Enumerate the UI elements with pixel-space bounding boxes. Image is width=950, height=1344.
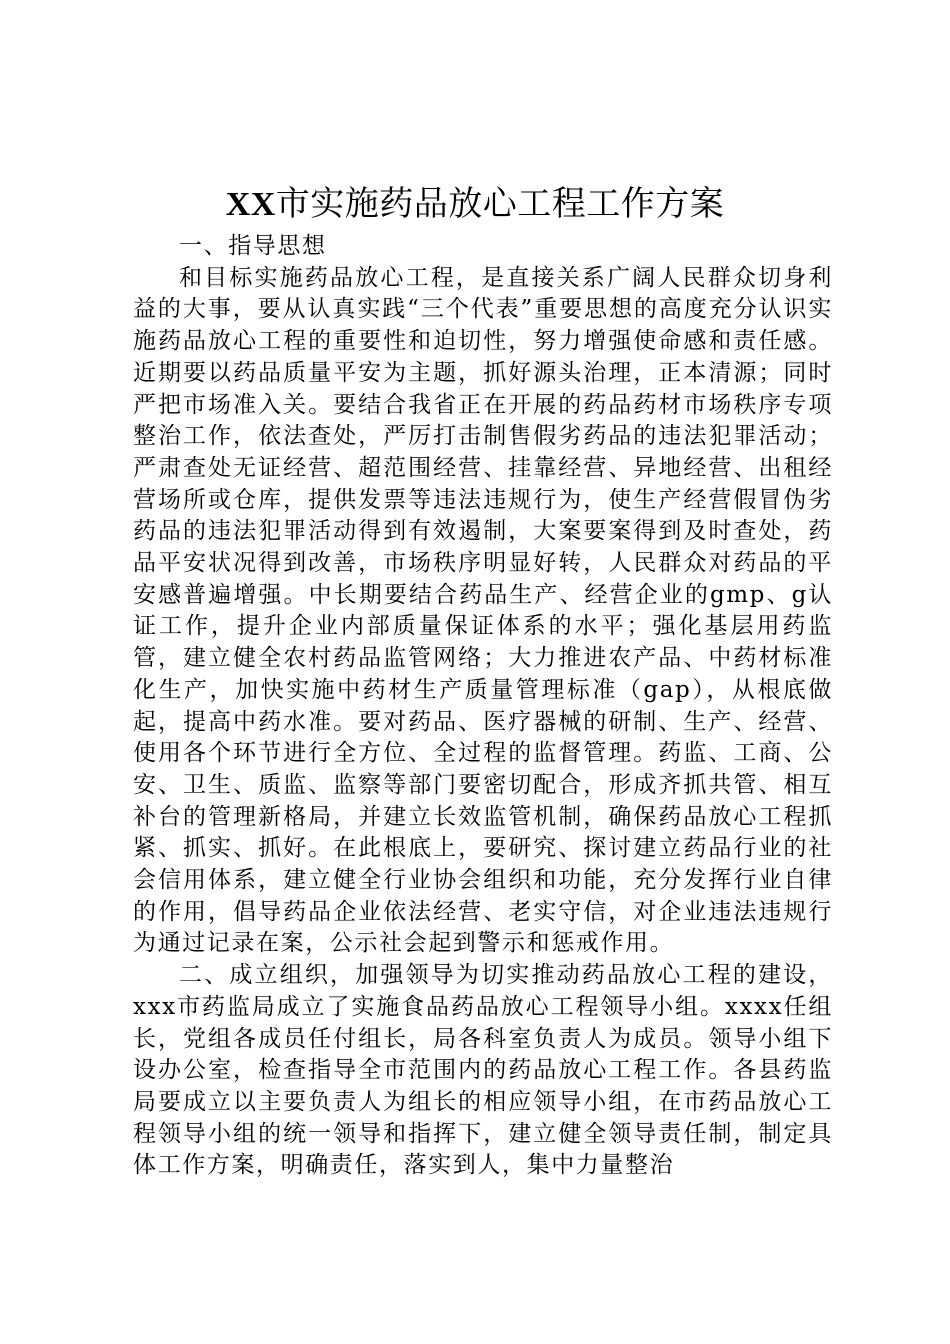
paragraph-goals: 和目标实施药品放心工程，是直接关系广阔人民群众切身利益的大事，要从认真实践“三个代表”重要思想的高度充分认识实施药品放心工程的重要性和迫切性，努力增强使命感和责任感。近期要以药品质量平安为主题，抓好源头治理，正本清源；同时严把市场准入关。要结合我省正在开展的药品药材市场秩序专项整治工作，依法查处，严厉打击制售假劣药品的违法犯罪活动；严肃查处无证经营、超范围经营、挂靠经营、异地经营、出租经营场所或仓库，提供发票等违法违规行为，使生产经营假冒伪劣药品的违法犯罪活动得到有效遏制，大案要案得到及时查处，药品平安状况得到改善，市场秩序明显好转，人民群众对药品的平安感普遍增强。中长期要结合药品生产、经营企业的gmp、g认证工作，提升企业内部质量保证体系的水平；强化基层用药监管，建立健全农村药品监管网络；大力推进农产品、中药材标准化生产，加快实施中药材生产质量管理标准（gap），从根底做起，提高中药水准。要对药品、医疗器械的研制、生产、经营、使用各个环节进行全方位、全过程的监督管理。药监、工商、公安、卫生、质监、监察等部门要密切配合，形成齐抓共管、相互补台的管理新格局，并建立长效监管机制，确保药品放心工程抓紧、抓实、抓好。在此根底上，要研究、探讨建立药品行业的社会信用体系，建立健全行业协会组织和功能，充分发挥行业自律的作用，倡导药品企业依法经营、老实守信，对企业违法违规行为通过记录在案，公示社会起到警示和惩戒作用。	[133, 264, 833, 957]
document-body	[133, 231, 833, 1182]
document-title-prefix: XX	[225, 186, 276, 223]
document-title-text: 市实施药品放心工程工作方案	[275, 184, 725, 224]
section-heading-guiding-ideology: 一、指导思想	[179, 233, 327, 259]
document-title	[0, 178, 950, 231]
paragraph-organization: 二、成立组织，加强领导为切实推动药品放心工程的建设，xxx市药监局成立了实施食品药品放心工程领导小组。xxxx任组长，党组各成员任付组长，局各科室负责人为成员。领导小组下设办公室，检查指导全市范围内的药品放心工程工作。各县药监局要成立以主要负责人为组长的相应领导小组，在市药品放心工程领导小组的统一领导和指挥下，建立健全领导责任制，制定具体工作方案，明确责任，落实到人，集中力量整治	[133, 962, 833, 1179]
